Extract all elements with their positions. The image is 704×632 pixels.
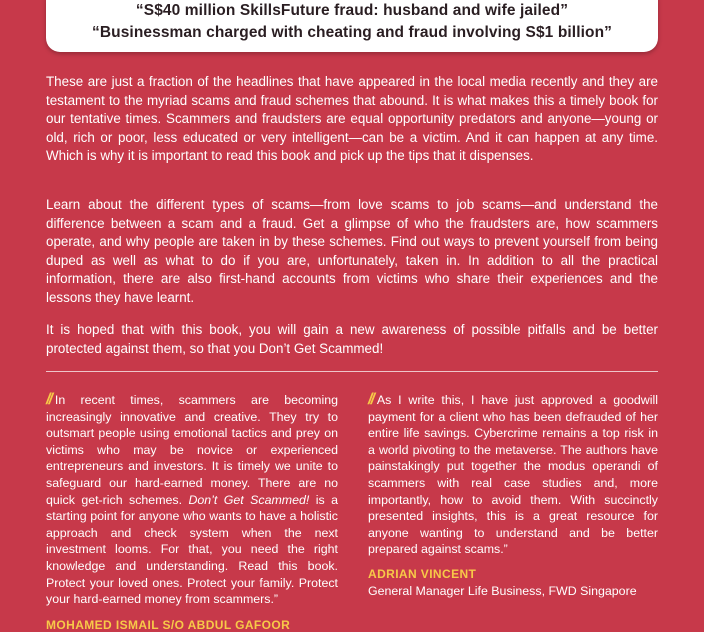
intro-paragraph-3: It is hoped that with this book, you will gain a new awareness of possible pitfalls and be better protected against them, so that you Don’t Get Scammed! [46,322,658,356]
testimonial-2 [368,392,658,558]
intro-paragraph-2: Learn about the different types of scams—from love scams to job scams—and understand the difference between a scam and a fraud. Get a glimpse of who the fraudsters are, how scammers operate, and why people are taken in by these schemes. Find out ways to prevent yourself from being duped as well as what to do if you are, unfortunately, taken in. In addition to all the practical information, there are also first-hand accounts from victims who share their experiences and the lessons they have learnt. [46,197,658,305]
headline-1: “S$40 million SkillsFuture fraud: husband and wife jailed” [135,2,569,19]
testimonial-1-text-after: is a starting point for anyone who wants to have a holistic approach and check system when the next investment looms. For that, you need the right knowledge and understanding. Read this book. Protect your loved ones. Protect your family. Protect your hard-earned money from scammers.” [46,492,338,607]
testimonial-1 [46,392,338,608]
testimonial-2-author: ADRIAN VINCENT [368,567,477,581]
testimonial-2-text: As I write this, I have just approved a goodwill payment for a client who has been defrauded of her entire life savings. Cybercrime remains a top risk in a world pivoting to the metaverse. The authors have painstakingly put together the modus operandi of scammers with real case studies and, more importantly, how to avoid them. With succinctly presented insights, this is a great resource for anyone wanting to understand and be better prepared against scams.” [368,393,658,557]
testimonial-2-author-title: General Manager Life Business, FWD Singapore [368,584,637,598]
testimonial-1-text-before: In recent times, scammers are becoming increasingly innovative and creative. They try to outsmart people using emotional tactics and prey on victims who may be novice or experienced entrepreneurs and investors. It is timely we unite to safeguard our hard-earned money. There are no quick get-rich schemes. [46,393,338,507]
headline-2: “Businessman charged with cheating and fraud involving S$1 billion” [91,24,612,41]
section-divider [46,371,658,372]
testimonial-1-author: MOHAMED ISMAIL S/O ABDUL GAFOOR [46,618,291,632]
quote-mark-icon: // [46,391,51,408]
quote-mark-icon: // [368,391,373,408]
intro-paragraph-1: These are just a fraction of the headlines that have appeared in the local media recently and they are testament to the myriad scams and fraud schemes that abound. It is what makes this a timely book for our tentative times. Scammers and fraudsters are equal opportunity predators and anyone—young or old, rich or poor, less educated or very intelligent—can be a victim. And it can happen at any time. Which is why it is important to read this book and pick up the tips that it dispenses. [46,74,658,164]
testimonial-1-book-title: Don’t Get Scammed! [188,492,310,507]
